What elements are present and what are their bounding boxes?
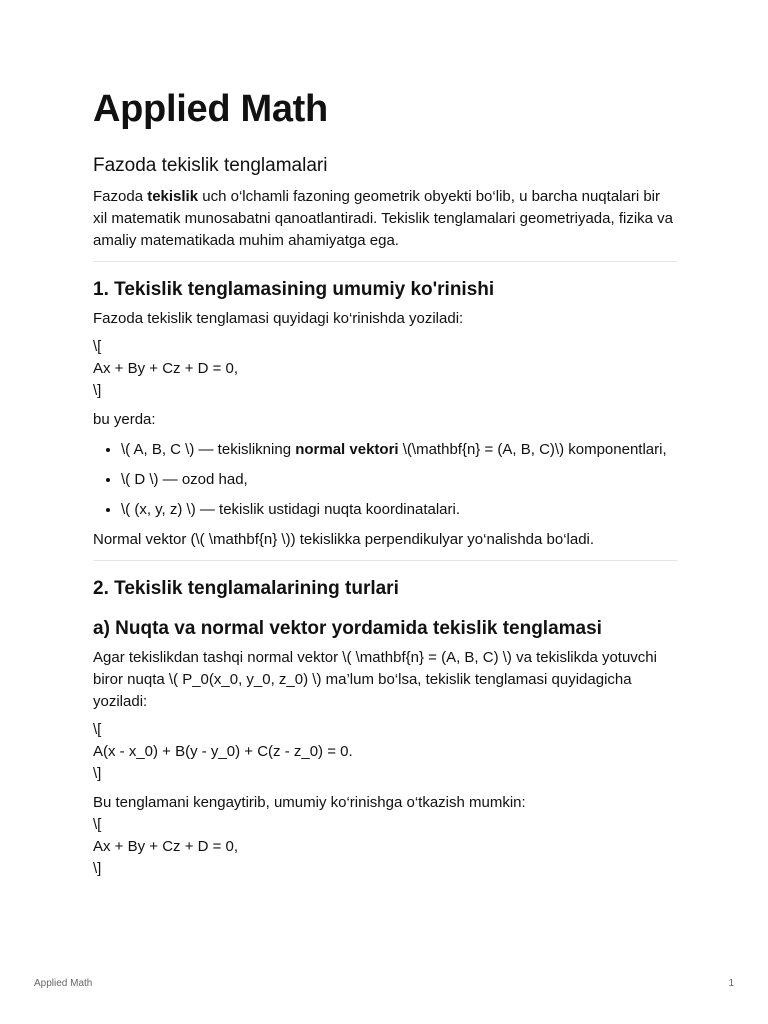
- section2-equation: A(x - x_0) + B(y - y_0) + C(z - z_0) = 0.: [93, 743, 353, 760]
- list-item: • \( D \) — ozod had,: [121, 469, 677, 491]
- intro-heading: Fazoda tekislik tenglamalari: [93, 155, 328, 176]
- section2-subheading: a) Nuqta va normal vektor yordamida tekislik tenglamasi: [93, 618, 602, 639]
- section2-equation-open: \[: [93, 721, 102, 738]
- section2-expand: Bu tenglamani kengaytirib, umumiy ko‘rinishga o‘tkazish mumkin:: [93, 794, 526, 811]
- footer-title: Applied Math: [34, 978, 93, 989]
- section1-where: bu yerda:: [93, 411, 156, 428]
- section2-equation2-open: \[: [93, 816, 102, 833]
- section1-heading: 1. Tekislik tenglamasining umumiy ko'rinishi: [93, 279, 495, 300]
- section1-lead: Fazoda tekislik tenglamasi quyidagi ko‘rinishda yoziladi:: [93, 310, 464, 327]
- page-number: 1: [728, 978, 734, 989]
- section1-bullet-list: [93, 439, 677, 521]
- section1-equation: Ax + By + Cz + D = 0,: [93, 360, 239, 377]
- section2-equation2-close: \]: [93, 860, 102, 877]
- list-item: • \( (x, y, z) \) — tekislik ustidagi nuqta koordinatalari.: [121, 499, 677, 521]
- document-page: [93, 86, 677, 880]
- list-item: • \( A, B, C \) — tekislikning normal vektori \(\mathbf{n} = (A, B, C)\) komponentlari,: [121, 439, 677, 461]
- section1-closing: Normal vektor (\( \mathbf{n} \)) tekislikka perpendikulyar yo‘nalishda bo‘ladi.: [93, 531, 595, 548]
- section2-equation-close: \]: [93, 765, 102, 782]
- document-title: Applied Math: [93, 88, 328, 130]
- section2-equation2: Ax + By + Cz + D = 0,: [93, 838, 239, 855]
- section2-lead: Agar tekislikdan tashqi normal vektor \( \mathbf{n} = (A, B, C) \) va tekislikda yotuvchi biror nuqta \( P_0(x_0, y_0, z_0) \) ma’lum bo‘lsa, tekislik tenglamasi quyidagicha yoziladi:: [93, 649, 657, 710]
- section1-equation-close: \]: [93, 382, 102, 399]
- section1-equation-open: \[: [93, 338, 102, 355]
- section2-heading: 2. Tekislik tenglamalarining turlari: [93, 578, 399, 599]
- intro-paragraph: Fazoda tekislik uch o‘lchamli fazoning geometrik obyekti bo‘lib, u barcha nuqtalari bir xil matematik munosabatni qanoatlantiradi. Tekislik tenglamalari geometriyada, fizika va amaliy matematikada muhim ahamiyatga ega.: [93, 188, 674, 249]
